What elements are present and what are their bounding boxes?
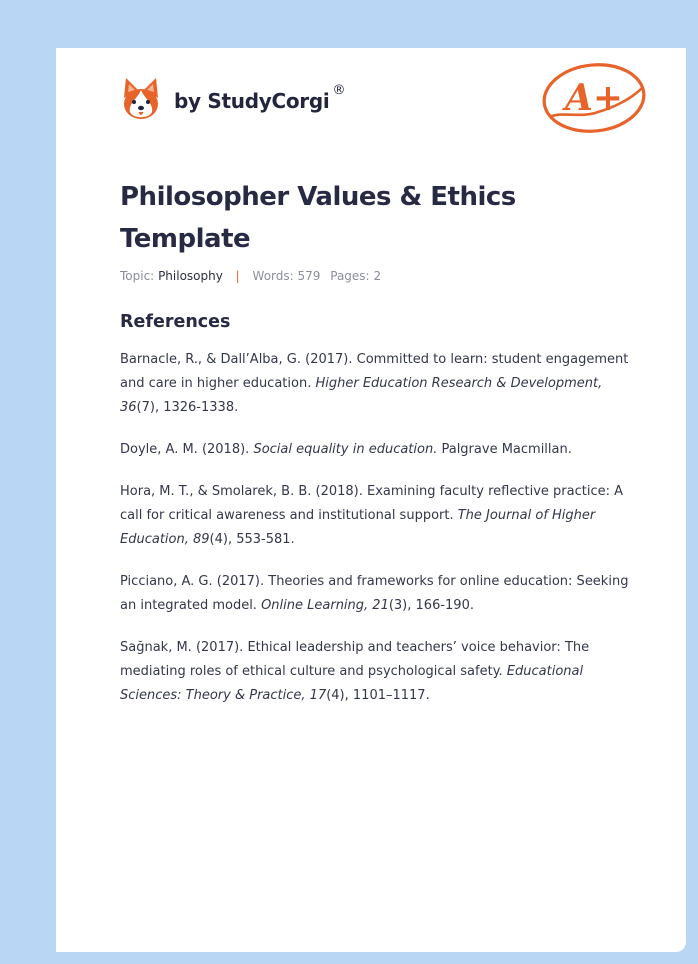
reference-text: Sağnak, M. (2017). Ethical leadership and teachers’ voice behavior: The mediating roles of ethical culture and psychological safety.: [120, 640, 590, 679]
references-heading: References: [120, 312, 231, 332]
reference-details: Palgrave Macmillan.: [437, 442, 572, 457]
corgi-icon: [120, 76, 162, 122]
reference-details: (4), 1101–1117.: [326, 688, 430, 703]
brand-name: [174, 83, 346, 113]
reference-source: Educational Sciences: Theory & Practice, 17: [120, 664, 584, 703]
reference-item: [120, 438, 630, 462]
document-meta: [120, 269, 381, 283]
reference-source: Social equality in education.: [253, 442, 438, 457]
meta-separator: |: [235, 269, 240, 283]
brand-text: by StudyCorgi: [174, 89, 330, 113]
words-label: Words:: [252, 269, 294, 283]
reference-item: [120, 480, 630, 552]
grade-text: A+: [564, 77, 624, 119]
reference-text: Picciano, A. G. (2017). Theories and frameworks for online education: Seeking an integrated model.: [120, 574, 629, 613]
reference-text: Barnacle, R., & Dall’Alba, G. (2017). Committed to learn: student engagement and care in higher education.: [120, 352, 629, 391]
reference-details: (4), 553-581.: [209, 532, 295, 547]
topic-label: Topic:: [120, 269, 155, 283]
a-plus-grade-icon: [538, 58, 650, 140]
studycorgi-logo[interactable]: [120, 76, 345, 122]
references-list: [120, 348, 630, 726]
reference-item: [120, 348, 630, 420]
page-title: Philosopher Values & Ethics Template: [120, 182, 516, 254]
words-value: 579: [297, 269, 321, 283]
topic-link[interactable]: Philosophy: [158, 269, 223, 283]
reference-details: (3), 166-190.: [388, 598, 474, 613]
pages-value: 2: [373, 269, 382, 283]
pages-label: Pages:: [330, 269, 370, 283]
reference-text: Doyle, A. M. (2018).: [120, 442, 254, 457]
reference-item: [120, 570, 630, 618]
reference-item: [120, 636, 630, 708]
reference-text: Hora, M. T., & Smolarek, B. B. (2018). Examining faculty reflective practice: A call for critical awareness and institutional support.: [120, 484, 623, 523]
reference-details: (7), 1326-1338.: [136, 400, 239, 415]
reference-source: Online Learning, 21: [261, 598, 389, 613]
registered-mark: ®: [332, 83, 346, 98]
reference-source: The Journal of Higher Education, 89: [120, 508, 596, 547]
document-page: [56, 48, 686, 952]
reference-source: Higher Education Research & Development, 36: [120, 376, 603, 415]
